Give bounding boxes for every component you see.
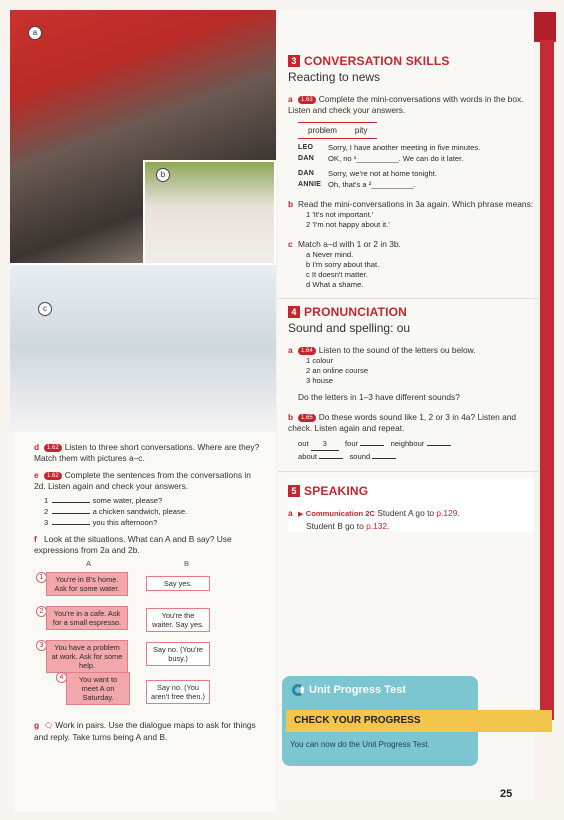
exercise-letter: g	[34, 720, 40, 730]
map-b-box: Say yes.	[146, 576, 210, 591]
exercise-letter: a	[288, 94, 293, 104]
page-link[interactable]: p.132	[366, 521, 388, 531]
exercise-text: Listen to the sound of the letters ou below.	[318, 345, 476, 355]
audio-icon[interactable]: 1.65	[298, 414, 316, 422]
section-number: 3	[288, 55, 300, 67]
exercise-text: Read the mini-conversations in 3a again. Which phrase means:	[298, 199, 534, 209]
blank-line[interactable]	[372, 451, 396, 459]
list-item: d What a shame.	[306, 280, 364, 289]
list-item: a Never mind.	[306, 250, 354, 259]
blank-line[interactable]	[360, 438, 384, 446]
conversation-line: Sorry, we're not at home tonight.	[328, 169, 437, 178]
progress-icon	[292, 684, 304, 696]
check-progress-bar[interactable]: CHECK YOUR PROGRESS	[286, 710, 552, 732]
exercise-3c	[288, 239, 534, 250]
blank-line[interactable]	[52, 517, 90, 525]
section-4-heading	[288, 305, 534, 319]
sound-list	[306, 356, 534, 386]
page-number: 25	[500, 788, 513, 800]
corner-tab	[532, 12, 556, 42]
gap-fill-list	[44, 495, 262, 528]
exercise-2f	[34, 534, 262, 556]
list-item: 1 some water, please?	[44, 496, 163, 505]
photo-label-b: b	[156, 168, 170, 182]
exercise-text: Complete the sentences from the conversations in 2d. Listen again and check your answers.	[34, 470, 251, 491]
list-item: 1 'It's not important.'	[306, 210, 374, 219]
left-exercises	[14, 432, 276, 812]
conversation-line: OK, no ¹__________. We can do it later.	[328, 154, 464, 163]
exercise-text: Match a–d with 1 or 2 in 3b.	[298, 239, 401, 249]
map-number: 3	[36, 640, 47, 651]
section-5-heading	[288, 484, 534, 498]
exercise-letter: a	[288, 508, 293, 518]
exercise-3b	[288, 199, 534, 210]
blank-line[interactable]	[319, 451, 343, 459]
exercise-letter: b	[288, 199, 294, 209]
speaker-name: ANNIE	[298, 181, 322, 188]
exercise-2e	[34, 470, 262, 492]
photo-label-a: a	[28, 26, 42, 40]
section-title: CONVERSATION SKILLS	[304, 54, 450, 68]
section-3-heading	[288, 54, 534, 68]
exercise-text: Do these words sound like 1, 2 or 3 in 4a? Listen and check. Listen again and repeat.	[288, 412, 517, 433]
list-item: b I'm sorry about that.	[306, 260, 380, 269]
word-box	[298, 122, 377, 139]
exercise-question: Do the letters in 1–3 have different sounds?	[298, 392, 460, 402]
section-divider	[278, 471, 538, 472]
exercise-text: Complete the mini-conversations with words in the box. Listen and check your answers.	[288, 94, 524, 115]
exercise-text: Work in pairs. Use the dialogue maps to ask for things and reply. Take turns being A and B.	[34, 720, 256, 742]
communication-label: Communication 2C	[305, 509, 375, 518]
list-item: 3 house	[306, 376, 334, 385]
progress-text: You can now do the Unit Progress Test.	[290, 740, 430, 749]
section-subtitle: Sound and spelling: ou	[288, 321, 411, 335]
exercise-4b	[288, 412, 534, 434]
exercise-2d	[34, 442, 262, 464]
word-box-item: pity	[354, 126, 368, 135]
mini-conversation-2	[298, 169, 534, 190]
list-item: c It doesn't matter.	[306, 270, 368, 279]
list-item: 2 'I'm not happy about it.'	[306, 220, 390, 229]
blank-line[interactable]	[52, 506, 90, 514]
exercise-5a-line2: Student B go to p.132.	[306, 521, 390, 531]
section-number: 4	[288, 306, 300, 318]
speaker-name: DAN	[298, 170, 315, 177]
map-b-box: Say no. (You aren't free then.)	[146, 680, 210, 704]
map-b-box: Say no. (You're busy.)	[146, 642, 210, 666]
exercise-letter: d	[34, 442, 40, 452]
map-b-box: You're the waiter. Say yes.	[146, 608, 210, 632]
photo-label-c: c	[38, 302, 52, 316]
audio-icon[interactable]: 1.63	[298, 96, 316, 104]
speaker-name: DAN	[298, 155, 315, 162]
edge-strip	[540, 40, 554, 720]
section-title: SPEAKING	[304, 484, 369, 498]
exercise-4a	[288, 345, 534, 356]
map-a-box: You're in a cafe. Ask for a small espresso.	[46, 606, 128, 630]
exercise-text: Look at the situations. What can A and B say? Use expressions from 2a and 2b.	[34, 534, 232, 555]
list-item: 1 colour	[306, 356, 334, 365]
blank-line[interactable]	[52, 495, 90, 503]
exercise-3a	[288, 94, 534, 116]
word-row: about sound	[298, 451, 534, 463]
photo-office	[10, 263, 276, 430]
speech-bubble-icon: 🗨	[44, 723, 53, 730]
word-rows	[298, 438, 534, 463]
exercise-letter: a	[288, 345, 293, 355]
word-box-item: problem	[308, 126, 337, 135]
exercise-letter: f	[34, 534, 37, 544]
audio-icon[interactable]: 1.62	[44, 444, 62, 452]
arrow-icon: ▶	[298, 511, 304, 518]
exercise-text: Listen to three short conversations. Where are they? Match them with pictures a–c.	[34, 442, 260, 463]
section-5	[288, 478, 534, 532]
exercise-letter: e	[34, 470, 39, 480]
map-number: 1	[36, 572, 47, 583]
dialogue-maps	[34, 560, 262, 710]
exercise-2g	[34, 720, 262, 743]
section-title: PRONUNCIATION	[304, 305, 408, 319]
exercise-5a: a ▶ Communication 2C Student A go to p.129.	[288, 508, 460, 518]
section-divider	[278, 298, 538, 299]
mini-conversation-1	[298, 143, 534, 164]
exercise-letter: c	[288, 239, 293, 249]
audio-icon[interactable]: 1.64	[298, 347, 316, 355]
section-number: 5	[288, 485, 300, 497]
map-a-box: You have a problem at work. Ask for some help.	[46, 640, 128, 673]
unit-progress-title: Unit Progress Test	[292, 684, 468, 696]
photo-collage	[10, 10, 276, 430]
exercise-letter: b	[288, 412, 294, 422]
section-subtitle: Reacting to news	[288, 70, 381, 84]
column-a-label: A	[86, 559, 92, 568]
map-number: 2	[36, 606, 47, 617]
audio-icon[interactable]: 1.62	[44, 472, 62, 480]
map-number: 4	[56, 672, 67, 683]
conversation-line: Oh, that's a ²__________.	[328, 180, 416, 189]
blank-line[interactable]	[427, 438, 451, 446]
column-b-label: B	[184, 559, 190, 568]
map-a-box: You're in B's home. Ask for some water.	[46, 572, 128, 596]
speaker-name: LEO	[298, 144, 314, 151]
list-item: 3 you this afternoon?	[44, 518, 158, 527]
conversation-line: Sorry, I have another meeting in five minutes.	[328, 143, 481, 152]
list-item: 2 an online course	[306, 366, 369, 375]
match-list	[306, 250, 534, 290]
phrase-list	[306, 210, 534, 230]
answer-blank[interactable]: 3	[311, 438, 339, 451]
word-row: out 3 four neighbour	[298, 438, 534, 451]
map-a-box: You want to meet A on Saturday.	[66, 672, 130, 705]
list-item: 2 a chicken sandwich, please.	[44, 507, 188, 516]
page-link[interactable]: p.129	[436, 508, 458, 518]
